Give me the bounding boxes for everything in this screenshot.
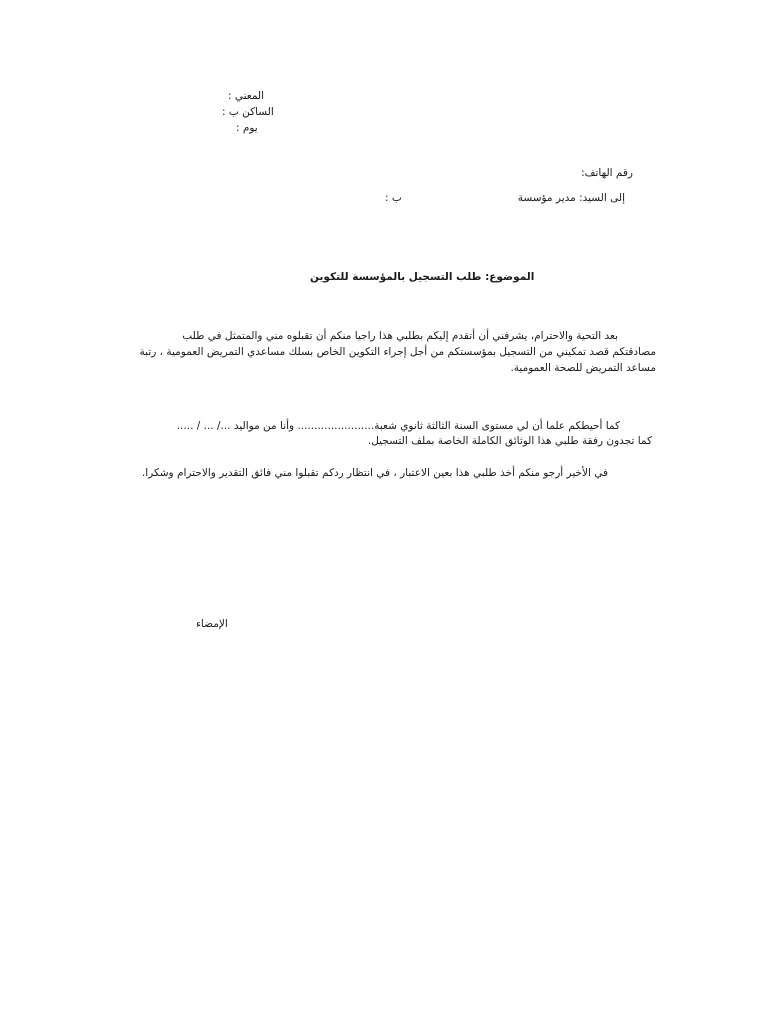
date-day-label: يوم :: [236, 122, 258, 134]
addressee-location-label: ب :: [385, 192, 402, 204]
paragraph-1-line-1: بعد التحية والاحترام، يشرفني أن أتقدم إليكم بطلبي هذا راجيا منكم أن تقبلوه مني والمتمثل في طلب: [182, 330, 618, 342]
letter-subject: الموضوع: طلب التسجيل بالمؤسسة للتكوين: [310, 271, 535, 283]
closing-line: في الأخير أرجو منكم أخذ طلبي هذا بعين الاعتبار ، في انتظار ردكم تقبلوا مني فائق التقدير والاحترام وشكرا.: [141, 467, 608, 479]
addressee-label: إلى السيد: مدير مؤسسة: [517, 192, 625, 204]
body-paragraph-1: [118, 328, 656, 376]
paragraph-1-line-2: مصادقتكم قصد تمكيني من التسجيل بمؤسستكم من أجل إجراء التكوين الخاص بسلك مساعدي التمريض العمومية ، رتبة: [139, 346, 656, 358]
signature-label: الإمضاء: [196, 618, 228, 630]
phone-label: رقم الهاتف:: [581, 167, 633, 179]
applicant-residence-label: الساكن ب :: [222, 106, 274, 118]
attached-documents-line: كما تجدون رفقة طلبي هذا الوثائق الكاملة الخاصة بملف التسجيل.: [367, 435, 652, 447]
applicant-name-label: المعني :: [228, 90, 265, 102]
education-level-line: كما أحيطكم علما أن لي مستوى السنة الثالثة ثانوي شعبة....................... وأنا من مواليد .../ ... / .....: [176, 420, 620, 432]
paragraph-1-line-3: مساعد التمريض للصحة العمومية.: [510, 362, 656, 374]
